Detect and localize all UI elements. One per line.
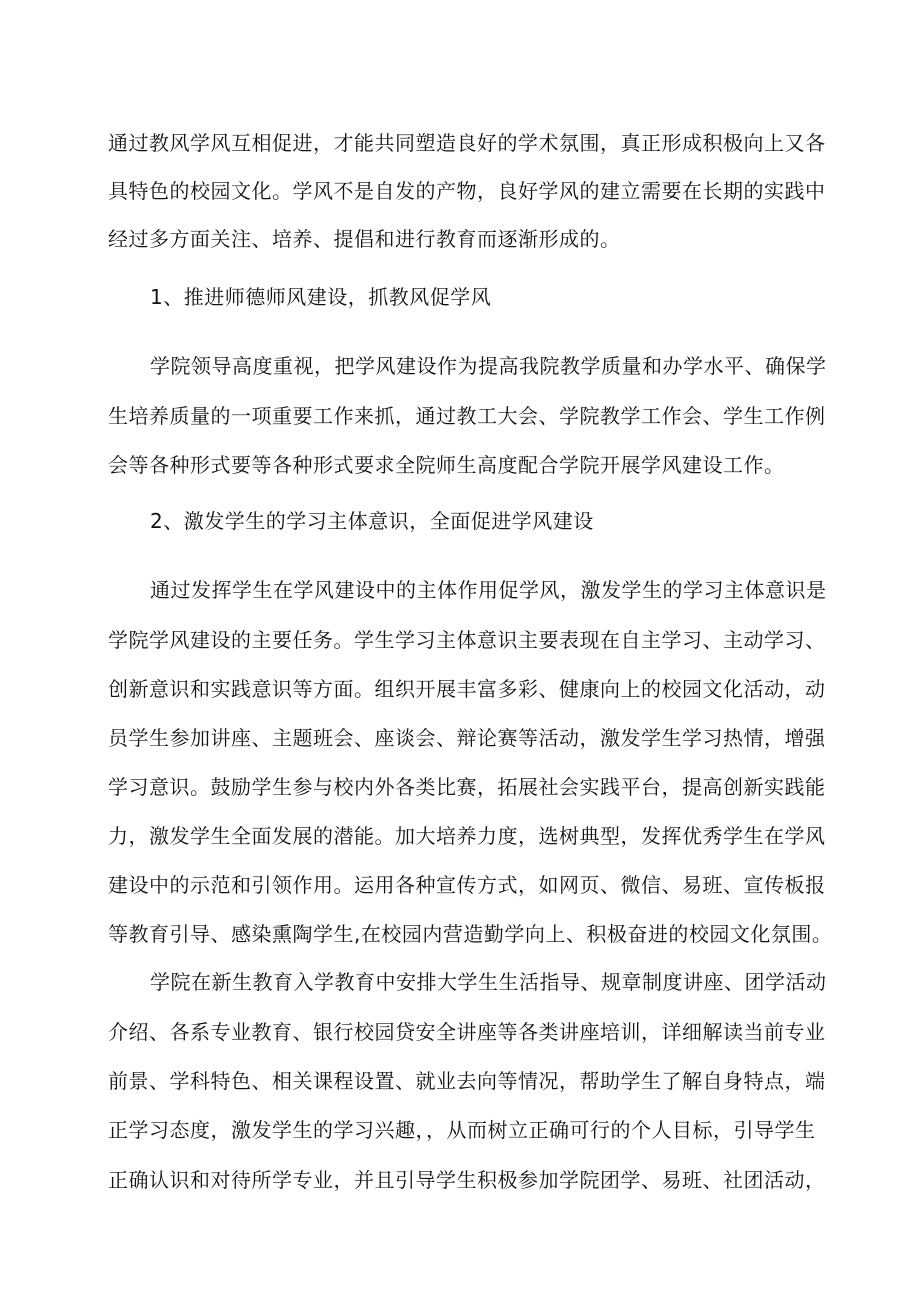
paragraph-1-line-3: 经过多方面关注、培养、提倡和进行教育而逐渐形成的。 bbox=[108, 227, 621, 251]
paragraph-4-line-3: 前景、学科特色、相关课程设置、就业去向等情况，帮助学生了解自身特点，端 bbox=[108, 1069, 826, 1093]
paragraph-3-line-2: 学院学风建设的主要任务。学生学习主体意识主要表现在自主学习、主动学习、 bbox=[108, 628, 826, 652]
paragraph-3-line-1: 通过发挥学生在学风建设中的主体作用促学风，激发学生的学习主体意识是 bbox=[150, 578, 827, 602]
paragraph-3-line-3: 创新意识和实践意识等方面。组织开展丰富多彩、健康向上的校园文化活动，动 bbox=[108, 677, 826, 701]
section-heading-2: 2、激发学生的学习主体意识，全面促进学风建设 bbox=[150, 509, 594, 533]
paragraph-2-line-2: 生培养质量的一项重要工作来抓，通过教工大会、学院教学工作会、学生工作例 bbox=[108, 404, 826, 428]
paragraph-3-line-8: 等教育引导、感染熏陶学生,在校园内营造勤学向上、积极奋进的校园文化氛围。 bbox=[108, 922, 833, 946]
paragraph-4-line-4: 正学习态度，激发学生的学习兴趣，，从而树立正确可行的个人目标，引导学生 bbox=[108, 1118, 816, 1142]
paragraph-3-line-6: 力，激发学生全面发展的潜能。加大培养力度，选树典型，发挥优秀学生在学风 bbox=[108, 824, 826, 848]
paragraph-2-line-3: 会等各种形式要等各种形式要求全院师生高度配合学院开展学风建设工作。 bbox=[108, 453, 785, 477]
paragraph-4-line-2: 介绍、各系专业教育、银行校园贷安全讲座等各类讲座培训，详细解读当前专业 bbox=[108, 1020, 826, 1044]
paragraph-3-line-7: 建设中的示范和引领作用。运用各种宣传方式，如网页、微信、易班、宣传板报 bbox=[108, 873, 826, 897]
paragraph-3-line-4: 员学生参加讲座、主题班会、座谈会、辩论赛等活动，激发学生学习热情，增强 bbox=[108, 726, 826, 750]
paragraph-1-line-1: 通过教风学风互相促进，才能共同塑造良好的学术氛围，真正形成积极向上又各 bbox=[108, 131, 826, 155]
paragraph-1-line-2: 具特色的校园文化。学风不是自发的产物，良好学风的建立需要在长期的实践中 bbox=[108, 179, 826, 203]
paragraph-4-line-5: 正确认识和对待所学专业，并且引导学生积极参加学院团学、易班、社团活动， bbox=[108, 1168, 826, 1192]
paragraph-2-line-1: 学院领导高度重视，把学风建设作为提高我院教学质量和办学水平、确保学 bbox=[150, 354, 827, 378]
paragraph-3-line-5: 学习意识。鼓励学生参与校内外各类比赛，拓展社会实践平台，提高创新实践能 bbox=[108, 775, 826, 799]
section-heading-1: 1、推进师德师风建设，抓教风促学风 bbox=[150, 285, 492, 309]
paragraph-4-line-1: 学院在新生教育入学教育中安排大学生生活指导、规章制度讲座、团学活动 bbox=[150, 970, 827, 994]
